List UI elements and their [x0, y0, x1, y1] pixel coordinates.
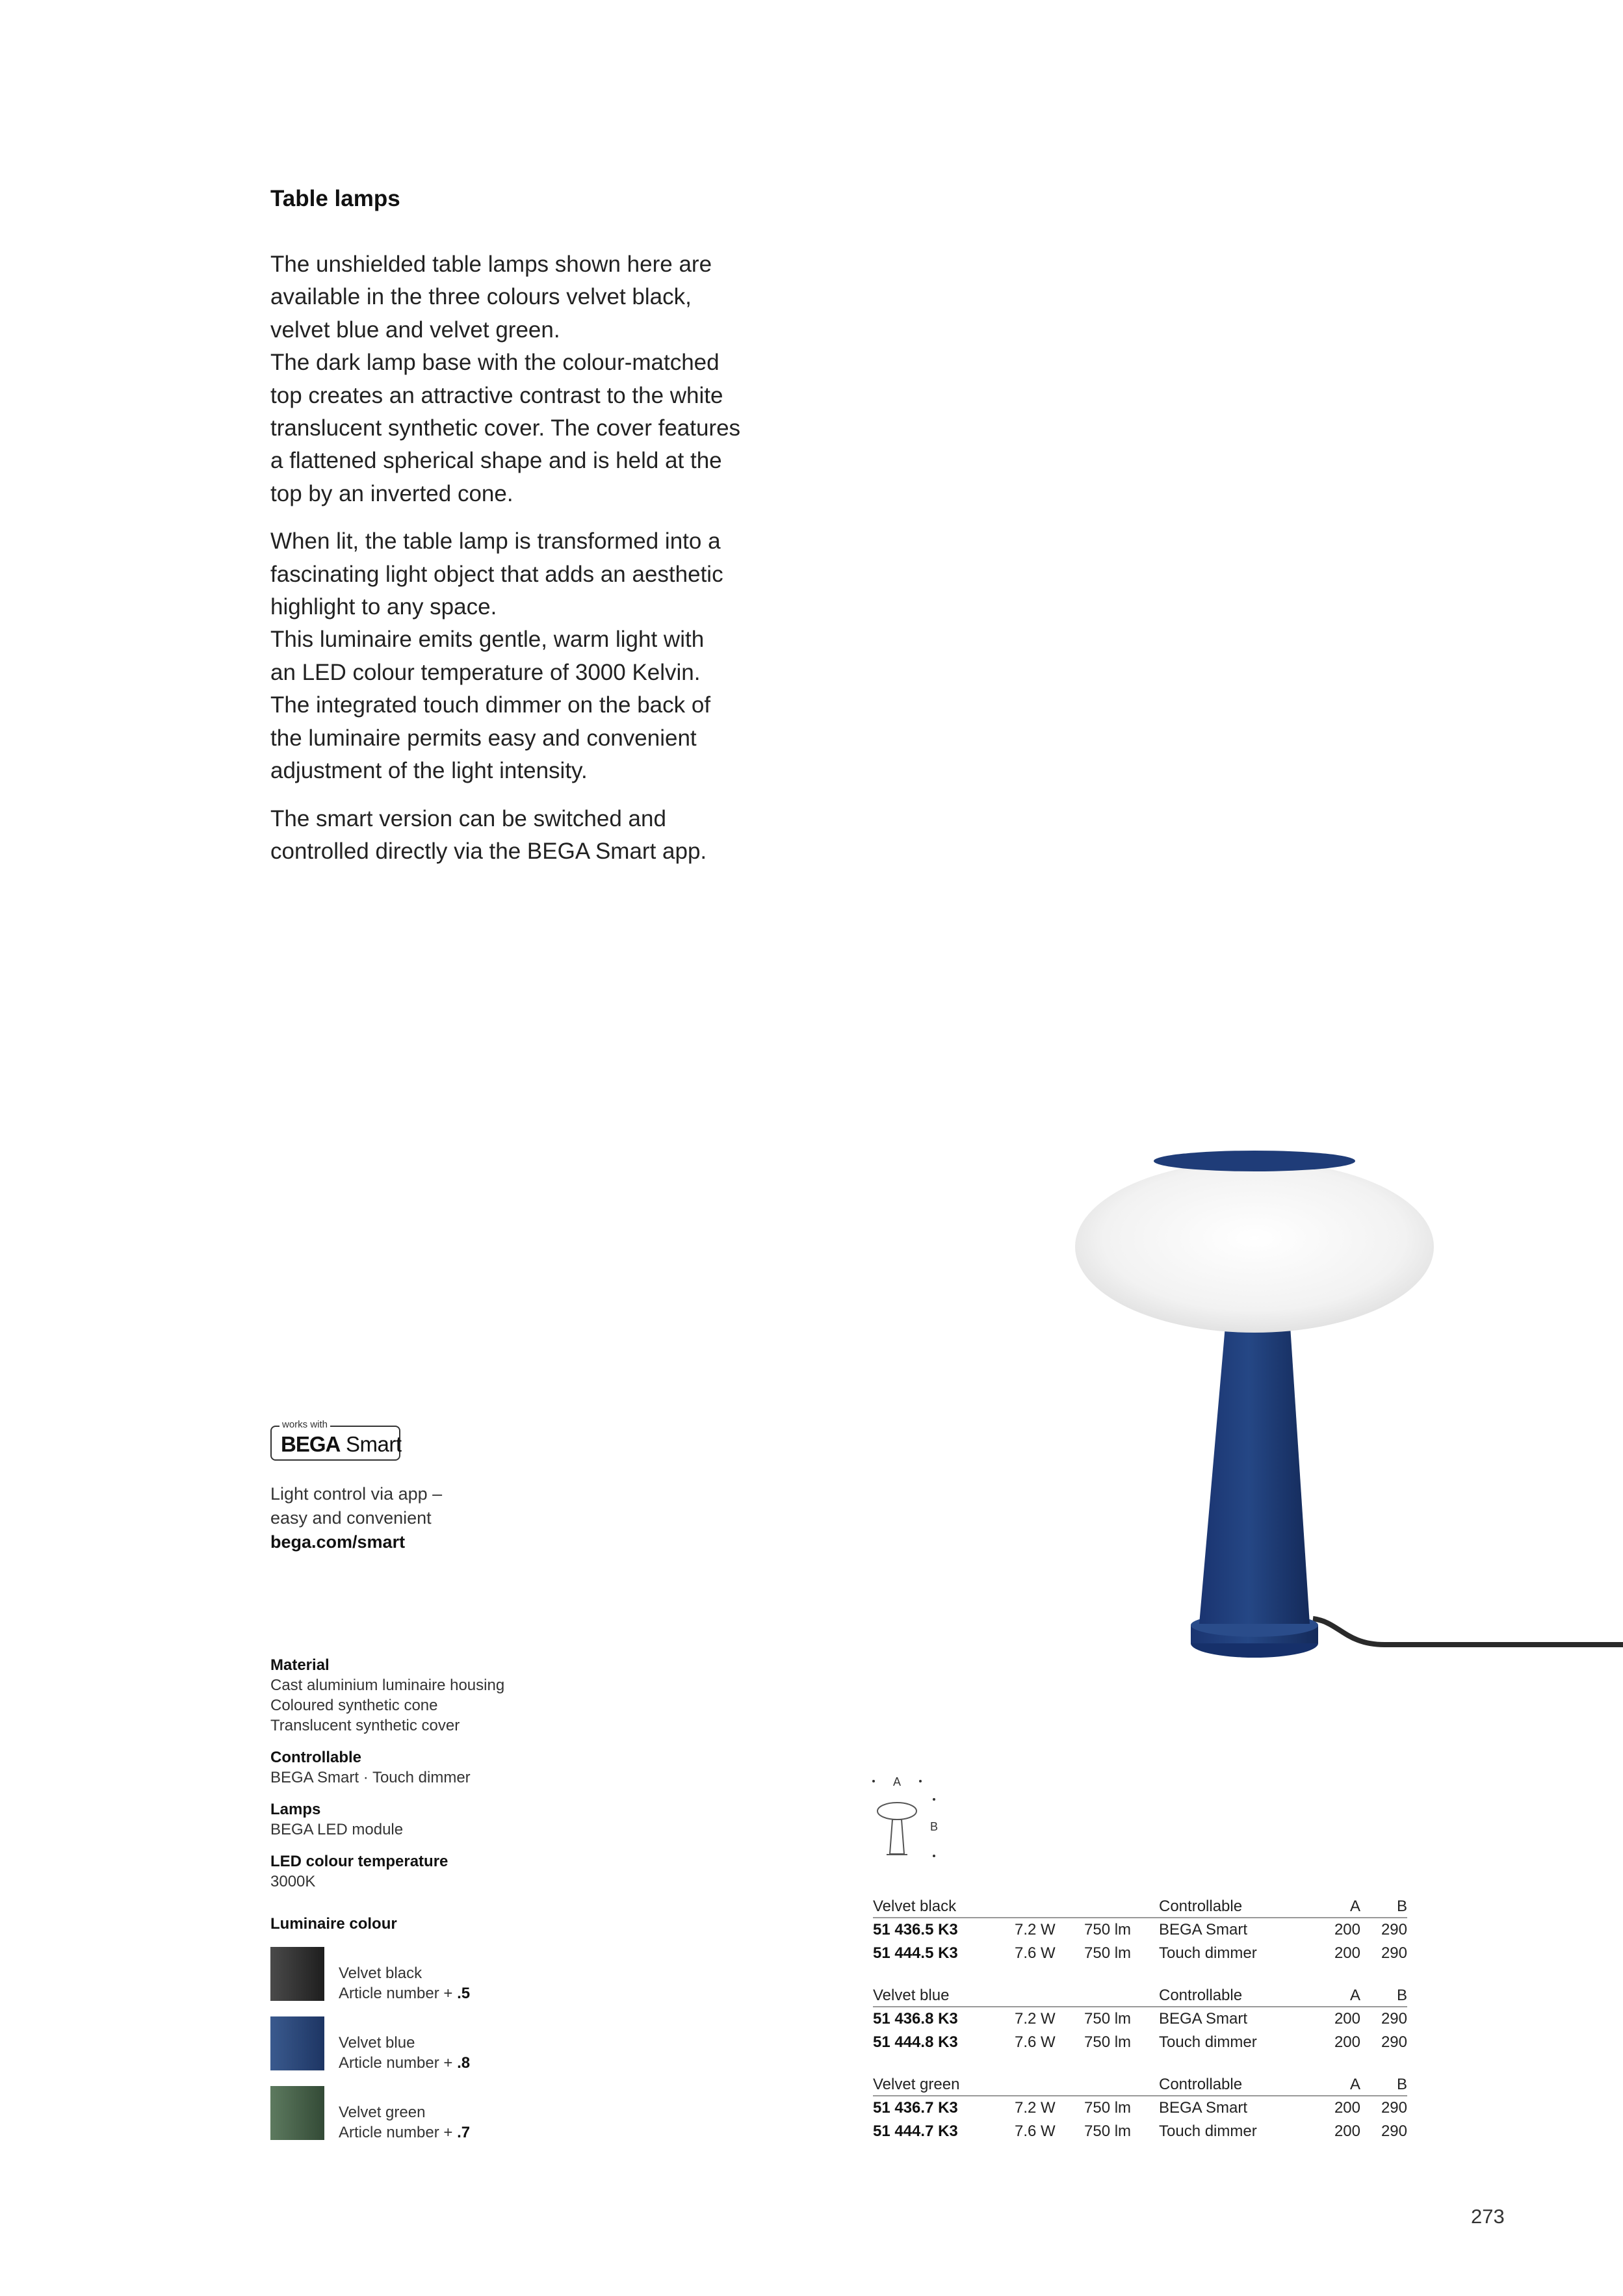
lamp-illustration [1066, 1131, 1623, 1684]
smart-link[interactable]: bega.com/smart [270, 1532, 406, 1552]
table-header [873, 2073, 1407, 2096]
spec-heading: LED colour temperature [270, 1853, 448, 1870]
intro-paragraph-2 [270, 525, 764, 787]
spec-value: Translucent synthetic cover [270, 1717, 460, 1734]
column-b-label: B [1396, 1898, 1407, 1915]
article-number: 51 444.8 K3 [873, 2033, 958, 2051]
logo-brand-name: BEGA [281, 1432, 341, 1456]
dimension-a: 200 [1334, 1921, 1360, 1938]
dimension-a: 200 [1334, 2122, 1360, 2140]
lumen: 750 lm [1084, 2099, 1132, 2117]
intro-line: the luminaire permits easy and convenient [270, 725, 697, 751]
page-number: 273 [1471, 2205, 1505, 2228]
lamp-top-opening [1154, 1151, 1355, 1171]
colour-article: Article number + .7 [339, 2124, 471, 2141]
table-header [873, 1895, 1407, 1918]
spec-colour-temperature [270, 1851, 595, 1892]
table-row [873, 1918, 1407, 1942]
dimension-a-label: A [892, 1775, 902, 1788]
intro-line: translucent synthetic cover. The cover features [270, 415, 741, 441]
swatch-velvet-green [270, 2086, 324, 2140]
controllable-label: Controllable [1159, 2076, 1243, 2093]
intro-line: This luminaire emits gentle, warm light with [270, 627, 705, 653]
colour-velvet-black [339, 1963, 470, 2003]
article-number: 51 444.7 K3 [873, 2122, 958, 2140]
dimension-b: 290 [1381, 2010, 1407, 2028]
colour-name: Velvet black [339, 1964, 422, 1982]
dimension-b: 290 [1381, 1921, 1407, 1938]
logo-works-with: works with [279, 1419, 330, 1430]
colour-name: Velvet blue [339, 2034, 415, 2052]
control-type: BEGA Smart [1159, 1921, 1248, 1938]
article-number: 51 436.8 K3 [873, 2010, 958, 2028]
page-title: Table lamps [270, 186, 400, 211]
control-type: Touch dimmer [1159, 2033, 1257, 2051]
spec-value: Coloured synthetic cone [270, 1697, 438, 1714]
intro-line: velvet blue and velvet green. [270, 317, 560, 343]
intro-line: available in the three colours velvet black, [270, 284, 692, 310]
bega-smart-logo [270, 1419, 402, 1461]
variant-label: Velvet blue [873, 1987, 950, 2004]
table-row [873, 2007, 1407, 2031]
column-a-label: A [1349, 1898, 1360, 1915]
article-number: 51 436.5 K3 [873, 1921, 958, 1938]
swatch-velvet-black [270, 1947, 324, 2001]
spec-controllable [270, 1747, 595, 1788]
logo-brand [281, 1432, 402, 1457]
dimension-a: 200 [1334, 2010, 1360, 2028]
spec-heading: Lamps [270, 1801, 321, 1818]
intro-line: a flattened spherical shape and is held at the [270, 448, 722, 474]
dimension-diagram [864, 1768, 955, 1866]
spec-material [270, 1655, 595, 1736]
wattage: 7.6 W [1015, 1944, 1056, 1962]
logo-product-name: Smart [346, 1432, 402, 1456]
table-row [873, 2096, 1407, 2120]
lumen: 750 lm [1084, 2010, 1132, 2028]
lumen: 750 lm [1084, 1921, 1132, 1938]
article-number: 51 436.7 K3 [873, 2099, 958, 2117]
spec-heading: Material [270, 1656, 330, 1674]
intro-line: top creates an attractive contrast to the white [270, 382, 723, 408]
wattage: 7.2 W [1015, 2099, 1056, 2117]
lamp-cable [1313, 1619, 1623, 1645]
column-b-label: B [1396, 2076, 1407, 2093]
swatch-velvet-blue [270, 2016, 324, 2070]
intro-line: fascinating light object that adds an aesthetic [270, 561, 723, 587]
dimension-a: 200 [1334, 2099, 1360, 2117]
article-table-velvet-black [873, 1895, 1407, 1965]
wattage: 7.6 W [1015, 2033, 1056, 2051]
spec-value: BEGA LED module [270, 1821, 404, 1838]
spec-value: Cast aluminium luminaire housing [270, 1676, 505, 1694]
intro-line: The smart version can be switched and [270, 805, 666, 831]
colour-velvet-green [339, 2102, 470, 2143]
smart-line-2: easy and convenient [270, 1508, 432, 1528]
spec-lamps [270, 1799, 595, 1840]
table-row [873, 1942, 1407, 1965]
intro-line: The dark lamp base with the colour-matched [270, 350, 720, 376]
spec-heading: Controllable [270, 1749, 362, 1766]
article-table-velvet-blue [873, 1984, 1407, 2054]
spec-value: 3000K [270, 1873, 316, 1890]
dimension-a: 200 [1334, 2033, 1360, 2051]
lamp-cover [1075, 1161, 1434, 1333]
wattage: 7.2 W [1015, 1921, 1056, 1938]
spec-value: BEGA Smart · Touch dimmer [270, 1769, 471, 1786]
dimension-a: 200 [1334, 1944, 1360, 1962]
variant-label: Velvet black [873, 1898, 957, 1915]
article-number: 51 444.5 K3 [873, 1944, 958, 1962]
colour-article: Article number + .5 [339, 1985, 471, 2002]
intro-line: When lit, the table lamp is transformed into a [270, 528, 721, 554]
wattage: 7.6 W [1015, 2122, 1056, 2140]
table-row [873, 2120, 1407, 2143]
intro-line: The unshielded table lamps shown here are [270, 252, 712, 277]
lumen: 750 lm [1084, 2122, 1132, 2140]
colour-velvet-blue [339, 2033, 470, 2073]
intro-line: controlled directly via the BEGA Smart app. [270, 838, 707, 864]
intro-line: top by an inverted cone. [270, 480, 513, 506]
dimension-b-label: B [929, 1820, 939, 1833]
intro-line: an LED colour temperature of 3000 Kelvin. [270, 659, 701, 685]
control-type: BEGA Smart [1159, 2099, 1248, 2117]
lamp-cone [1199, 1326, 1310, 1624]
control-type: BEGA Smart [1159, 2010, 1248, 2028]
table-header [873, 1984, 1407, 2007]
colour-heading: Luminaire colour [270, 1915, 397, 1933]
wattage: 7.2 W [1015, 2010, 1056, 2028]
control-type: Touch dimmer [1159, 2122, 1257, 2140]
lumen: 750 lm [1084, 1944, 1132, 1962]
intro-line: highlight to any space. [270, 594, 497, 620]
table-row [873, 2031, 1407, 2054]
dimension-b: 290 [1381, 2099, 1407, 2117]
controllable-label: Controllable [1159, 1898, 1243, 1915]
column-a-label: A [1349, 1987, 1360, 2004]
column-a-label: A [1349, 2076, 1360, 2093]
dimension-b: 290 [1381, 1944, 1407, 1962]
dimension-b: 290 [1381, 2033, 1407, 2051]
dimension-b: 290 [1381, 2122, 1407, 2140]
intro-text [270, 248, 764, 883]
colour-name: Velvet green [339, 2104, 426, 2121]
controllable-label: Controllable [1159, 1987, 1243, 2004]
smart-line-1: Light control via app – [270, 1484, 443, 1504]
intro-line: The integrated touch dimmer on the back of [270, 692, 711, 718]
lumen: 750 lm [1084, 2033, 1132, 2051]
spec-list [270, 1655, 595, 1903]
control-type: Touch dimmer [1159, 1944, 1257, 1962]
variant-label: Velvet green [873, 2076, 960, 2093]
intro-paragraph-1 [270, 248, 764, 510]
intro-paragraph-3 [270, 803, 764, 868]
colour-article: Article number + .8 [339, 2054, 471, 2072]
intro-line: adjustment of the light intensity. [270, 758, 588, 784]
column-b-label: B [1396, 1987, 1407, 2004]
article-table-velvet-green [873, 2073, 1407, 2143]
smart-description [270, 1482, 442, 1554]
